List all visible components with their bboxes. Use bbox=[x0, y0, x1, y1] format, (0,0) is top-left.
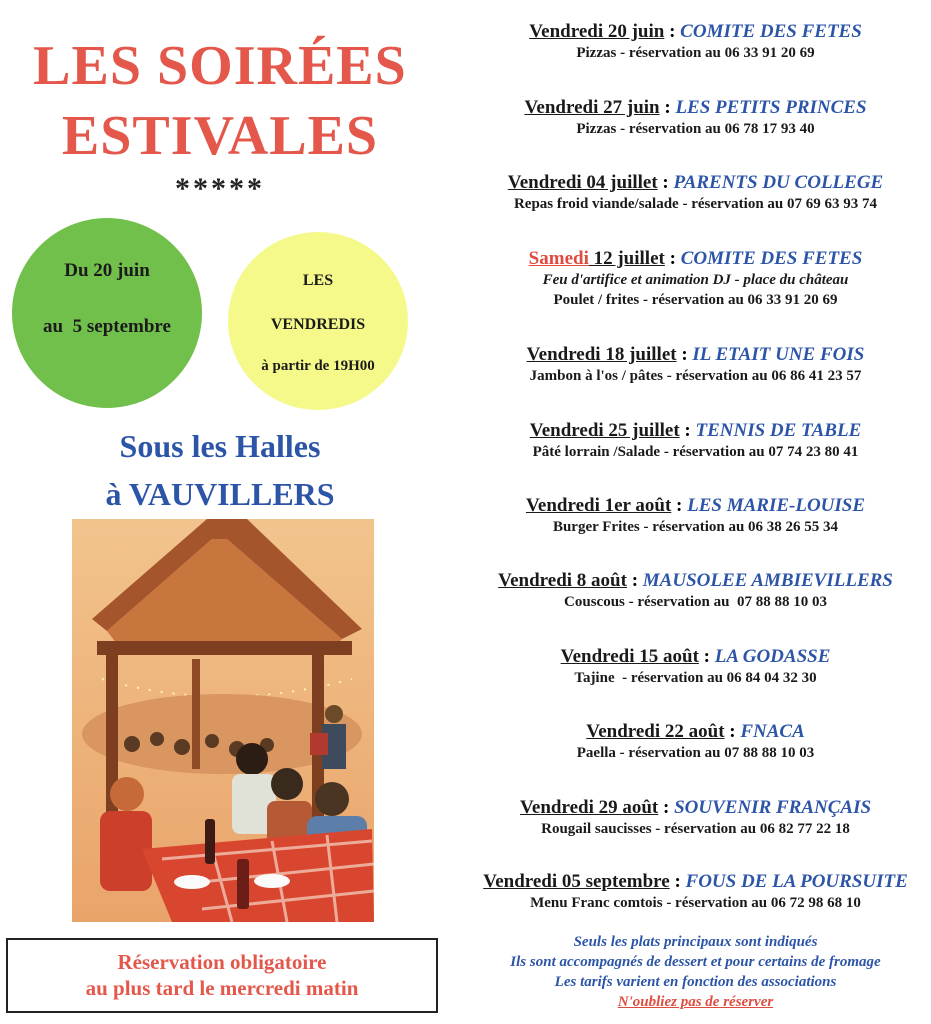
event-item: Vendredi 20 juin : COMITE DES FETES Pizzas - réservation au 06 33 91 20 69 bbox=[460, 21, 931, 63]
event-detail: Menu Franc comtois - réservation au 06 72 98 68 10 bbox=[530, 895, 861, 911]
event-organizer: IL ETAIT UNE FOIS bbox=[692, 344, 865, 365]
event-organizer: MAUSOLEE AMBIEVILLERS bbox=[642, 570, 893, 591]
event-date: Vendredi 04 juillet bbox=[507, 172, 658, 193]
event-item: Vendredi 29 août : SOUVENIR FRANÇAIS Rougail saucisses - réservation au 06 82 77 22 18 bbox=[460, 797, 931, 839]
days-line-3: à partir de 19H00 bbox=[261, 358, 375, 374]
event-detail: Pizzas - réservation au 06 78 17 93 40 bbox=[576, 121, 815, 137]
note-line-4: N'oubliez pas de réserver bbox=[617, 994, 774, 1010]
event-organizer: PARENTS DU COLLEGE bbox=[673, 172, 884, 193]
event-date: Vendredi 22 août bbox=[586, 721, 725, 742]
event-detail: Couscous - réservation au 07 88 88 10 03 bbox=[564, 594, 827, 610]
event-item: Vendredi 05 septembre : FOUS DE LA POURSUITE Menu Franc comtois - réservation au 06 72 98 68 10 bbox=[460, 871, 931, 913]
event-detail: Pâté lorrain /Salade - réservation au 07 74 23 80 41 bbox=[532, 444, 859, 460]
venue-line-2: à VAUVILLERS bbox=[105, 476, 335, 512]
note-line-1: Seuls les plats principaux sont indiqués bbox=[573, 934, 818, 950]
event-date: Vendredi 27 juin bbox=[524, 97, 660, 118]
event-organizer: COMITE DES FETES bbox=[680, 248, 863, 269]
event-date-day: Samedi bbox=[528, 248, 589, 269]
reservation-notice bbox=[6, 938, 438, 1013]
event-item: Vendredi 8 août : MAUSOLEE AMBIEVILLERS Couscous - réservation au 07 88 88 10 03 bbox=[460, 570, 931, 612]
reservation-line-1: Réservation obligatoire bbox=[117, 950, 327, 974]
event-detail: Poulet / frites - réservation au 06 33 91 20 69 bbox=[553, 292, 838, 308]
event-organizer: FOUS DE LA POURSUITE bbox=[685, 871, 908, 892]
dates-line-1: Du 20 juin bbox=[64, 260, 150, 281]
event-detail: Burger Frites - réservation au 06 38 26 55 34 bbox=[552, 519, 839, 535]
dates-line-2: au 5 septembre bbox=[43, 316, 171, 337]
days-line-2: VENDREDIS bbox=[270, 316, 366, 333]
event-organizer: FNACA bbox=[740, 721, 805, 742]
event-extra: Feu d'artifice et animation DJ - place du château bbox=[542, 272, 849, 288]
dates-circle bbox=[12, 218, 202, 408]
event-detail: Jambon à l'os / pâtes - réservation au 06 86 41 23 57 bbox=[529, 368, 862, 384]
event-detail: Tajine - réservation au 06 84 04 32 30 bbox=[574, 670, 817, 686]
event-detail: Repas froid viande/salade - réservation au 07 69 63 93 74 bbox=[513, 196, 878, 212]
event-item: Vendredi 15 août : LA GODASSE Tajine - réservation au 06 84 04 32 30 bbox=[460, 646, 931, 688]
venue-line-1: Sous les Halles bbox=[119, 428, 321, 464]
event-date: Vendredi 18 juillet bbox=[526, 344, 677, 365]
event-date: Vendredi 05 septembre bbox=[483, 871, 670, 892]
event-date: Vendredi 29 août bbox=[519, 797, 659, 818]
event-detail: Paella - réservation au 07 88 88 10 03 bbox=[576, 745, 815, 761]
event-item: Vendredi 27 juin : LES PETITS PRINCES Pizzas - réservation au 06 78 17 93 40 bbox=[460, 97, 931, 139]
event-item: Vendredi 18 juillet : IL ETAIT UNE FOIS Jambon à l'os / pâtes - réservation au 06 86 41 23 57 bbox=[460, 344, 931, 386]
stars-decoration: ***** bbox=[175, 172, 265, 205]
event-detail: Rougail saucisses - réservation au 06 82 77 22 18 bbox=[541, 821, 850, 837]
note-line-3: Les tarifs varient en fonction des associations bbox=[554, 974, 837, 990]
event-item: Vendredi 22 août : FNACA Paella - réservation au 07 88 88 10 03 bbox=[460, 721, 931, 763]
event-organizer: COMITE DES FETES bbox=[680, 21, 862, 42]
poster-left-panel bbox=[0, 0, 460, 1024]
title-line-1: LES SOIRÉES bbox=[33, 35, 407, 97]
event-item: Vendredi 04 juillet : PARENTS DU COLLEGE Repas froid viande/salade - réservation au 07 69 63 93 74 bbox=[460, 172, 931, 214]
reservation-line-2: au plus tard le mercredi matin bbox=[85, 976, 359, 1000]
event-organizer: LA GODASSE bbox=[714, 646, 831, 667]
event-date: Vendredi 8 août bbox=[498, 570, 627, 591]
event-schedule bbox=[460, 0, 931, 1024]
event-organizer: SOUVENIR FRANÇAIS bbox=[674, 797, 872, 818]
event-organizer: TENNIS DE TABLE bbox=[695, 420, 862, 441]
event-organizer: LES MARIE-LOUISE bbox=[687, 495, 866, 516]
title-line-2: ESTIVALES bbox=[61, 105, 379, 167]
event-date: Vendredi 25 juillet bbox=[529, 420, 680, 441]
event-date: Vendredi 20 juin bbox=[529, 21, 665, 42]
days-circle bbox=[228, 232, 408, 410]
market-hall-illustration bbox=[72, 519, 374, 922]
event-item: Vendredi 1er août : LES MARIE-LOUISE Burger Frites - réservation au 06 38 26 55 34 bbox=[460, 495, 931, 537]
days-line-1: LES bbox=[302, 272, 334, 289]
event-date: Vendredi 15 août bbox=[560, 646, 699, 667]
event-organizer: LES PETITS PRINCES bbox=[675, 97, 867, 118]
footer-notes bbox=[460, 932, 931, 1012]
event-date: 12 juillet bbox=[588, 248, 665, 269]
event-detail: Pizzas - réservation au 06 33 91 20 69 bbox=[576, 45, 815, 61]
event-item: Samedi 12 juillet : COMITE DES FETES Feu d'artifice et animation DJ - place du château Poulet / frites - réservation au 06 33 91 20 69 bbox=[460, 248, 931, 310]
note-line-2: Ils sont accompagnés de dessert et pour certains de fromage bbox=[510, 954, 881, 970]
event-date: Vendredi 1er août bbox=[525, 495, 672, 516]
event-item: Vendredi 25 juillet : TENNIS DE TABLE Pâté lorrain /Salade - réservation au 07 74 23 80 41 bbox=[460, 420, 931, 462]
